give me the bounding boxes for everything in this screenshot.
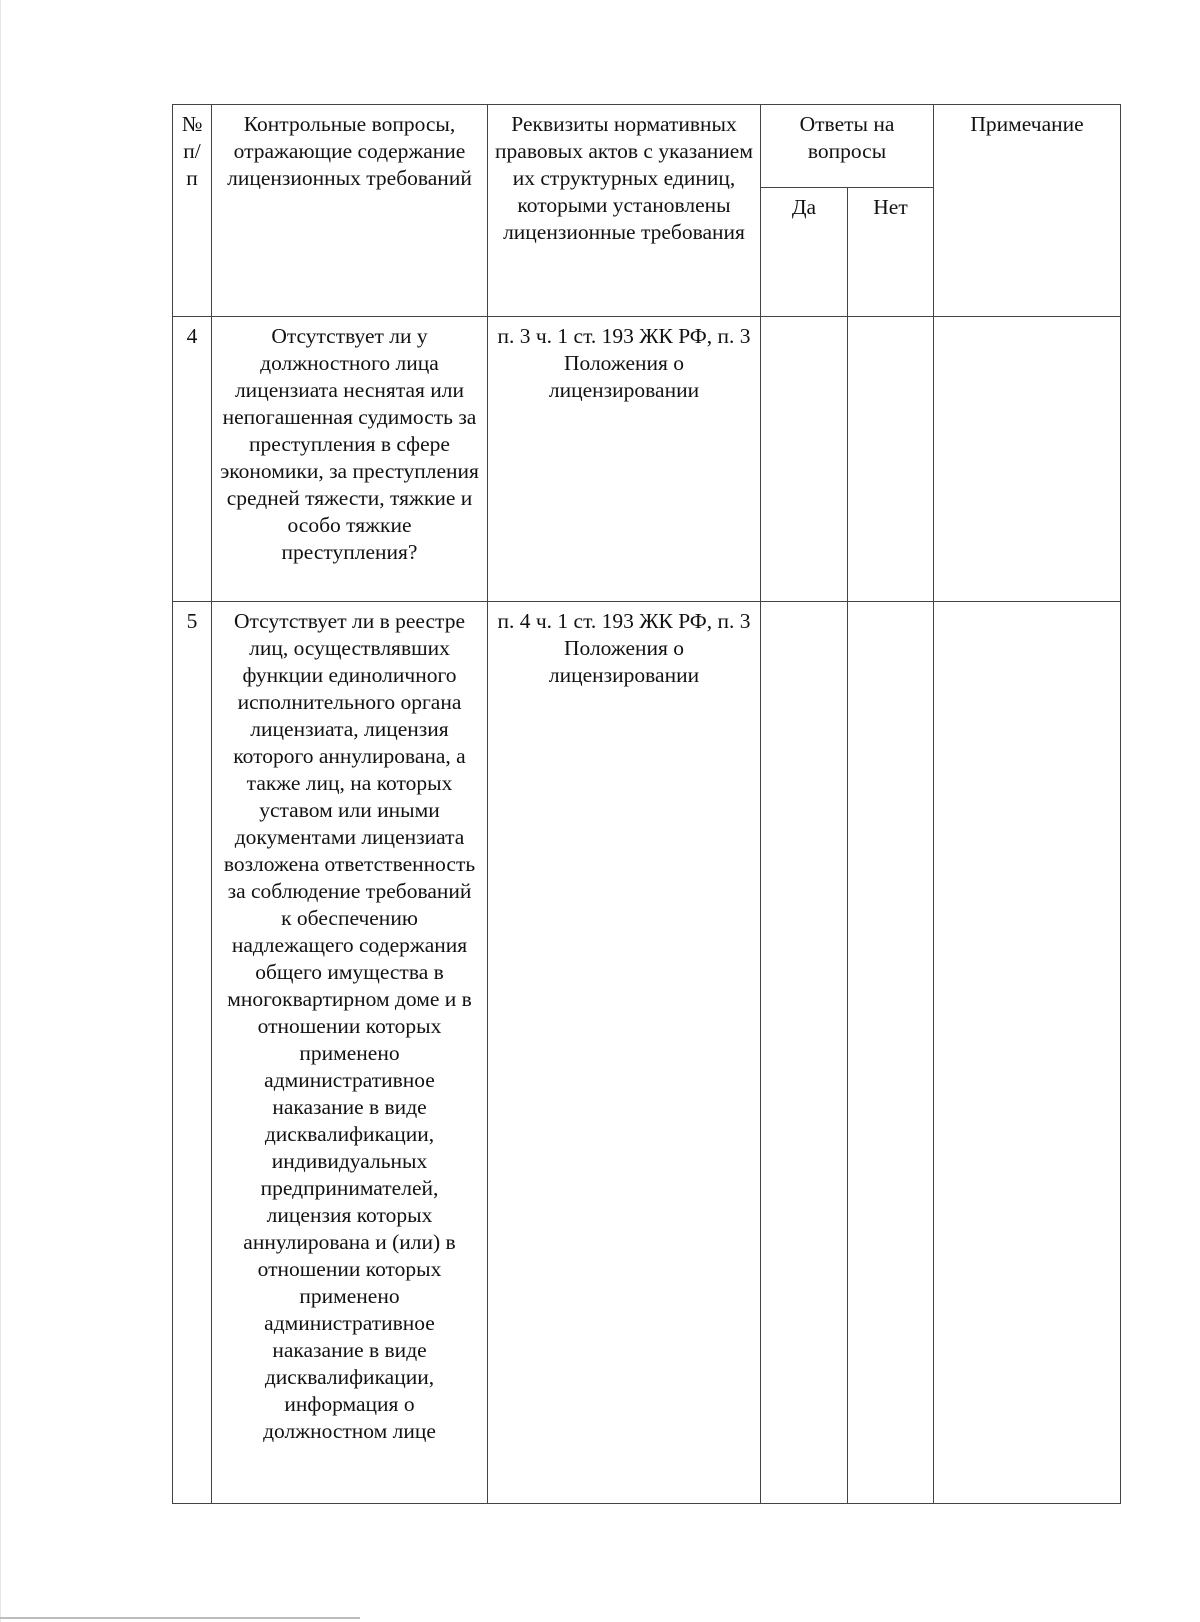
row-question: Отсутствует ли в реестре лиц, осуществлявших функции единоличного исполнительного органа лицензиата, лицензия которого аннулирована, а также лиц, на которых уставом или иными документами лицензиата возложена ответственность за соблюдение требований к обеспечению надлежащего содержания общего имущества в многоквартирном доме и в отношении которых применено административное наказание в виде дисквалификации, индивидуальных предпринимателей, лицензия которых аннулирована и (или) в отношении которых применено административное наказание в виде дисквалификации, информация о должностном лице	[212, 602, 488, 1504]
row-note	[934, 602, 1121, 1504]
header-no: Нет	[848, 188, 934, 317]
header-requisites: Реквизиты нормативных правовых актов с указанием их структурных единиц, которыми установлены лицензионные требования	[488, 105, 761, 317]
row-num: 5	[173, 602, 212, 1504]
table-row	[173, 317, 1121, 602]
header-note: Примечание	[934, 105, 1121, 317]
table-header-row	[173, 105, 1121, 188]
header-yes: Да	[761, 188, 848, 317]
row-note	[934, 317, 1121, 602]
row-answer-no	[848, 317, 934, 602]
row-requisites: п. 4 ч. 1 ст. 193 ЖК РФ, п. 3 Положения о лицензировании	[488, 602, 761, 1504]
header-question: Контрольные вопросы, отражающие содержание лицензионных требований	[212, 105, 488, 317]
row-answer-no	[848, 602, 934, 1504]
header-answers: Ответы на вопросы	[761, 105, 934, 188]
row-question: Отсутствует ли у должностного лица лицензиата неснятая или непогашенная судимость за преступления в сфере экономики, за преступления средней тяжести, тяжкие и особо тяжкие преступления?	[212, 317, 488, 602]
scan-edge-line	[0, 0, 1, 1622]
checklist-table	[172, 104, 1121, 1504]
scan-bottom-line	[0, 1617, 360, 1619]
header-num: № п/п	[173, 105, 212, 317]
row-answer-yes	[761, 317, 848, 602]
row-answer-yes	[761, 602, 848, 1504]
table-row	[173, 602, 1121, 1504]
row-num: 4	[173, 317, 212, 602]
row-requisites: п. 3 ч. 1 ст. 193 ЖК РФ, п. 3 Положения о лицензировании	[488, 317, 761, 602]
